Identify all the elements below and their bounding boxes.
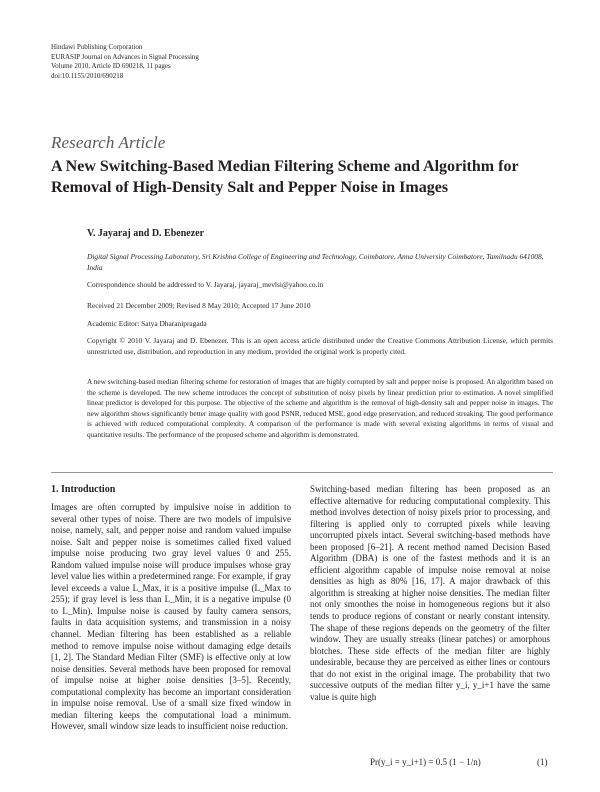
academic-editor: Academic Editor: Satya Dharanipragada xyxy=(87,319,207,328)
copyright: Copyright © 2010 V. Jayaraj and D. Ebenezer. This is an open access article distributed under the Creative Commons Attribution License, which permits unrestricted use, distribution, and reproduction in any medium, provided the original work is properly cited. xyxy=(87,336,553,356)
correspondence: Correspondence should be addressed to V. Jayaraj, jayaraj_mevlsi@yahoo.co.in xyxy=(87,280,324,289)
dates: Received 21 December 2009; Revised 8 May 2010; Accepted 17 June 2010 xyxy=(87,301,311,310)
intro-paragraph-left: Images are often corrupted by impulsive noise in addition to several other types of noise. There are two models of impulsive noise, namely, salt, and pepper noise and random valued impulse noise. Salt and pepper noise is sometimes called fixed valued impulse noise producing two gray level values 0 and 255. Random valued impulse noise will produce impulses whose gray level value lies within a predetermined range. For example, if gray level exceeds a value L_Max, it is a positive impulse (L_Max to 255); if gray level is less than L_Min, it is a negative impulse (0 to L_Min). Impulse noise is caused by faulty camera sensors, faults in data acquisition systems, and transmission in a noisy channel. Median filtering has been established as a reliable method to remove impulse noise without damaging edge details [1, 2]. The Standard Median Filter (SMF) is effective only at low noise densities. Several methods have been proposed for removal of impulse noise at higher noise densities [3–5]. Recently, computational complexity has become an important consideration in impulse noise removal. Use of a small size fixed window in median filtering keeps the computational load a minimum. However, small window size leads to insufficient noise reduction. xyxy=(51,502,291,732)
column-right xyxy=(310,484,550,703)
article-title: A New Switching-Based Median Filtering Scheme and Algorithm for Removal of High-Density Salt and Pepper Noise in Images xyxy=(51,158,519,196)
section-heading: 1. Introduction xyxy=(51,484,116,495)
journal-header xyxy=(51,43,199,81)
column-left xyxy=(51,484,291,733)
volume-info: Volume 2010, Article ID 690218, 11 pages xyxy=(51,62,171,70)
authors: V. Jayaraj and D. Ebenezer xyxy=(87,228,205,239)
doi[interactable]: doi:10.1155/2010/690218 xyxy=(51,71,124,80)
equation: Pr(y_i = y_i+1) = 0.5 (1 − 1/n) xyxy=(370,757,481,767)
publisher: Hindawi Publishing Corporation xyxy=(51,43,143,51)
abstract: A new switching-based median filtering scheme for restoration of images that are highly corrupted by salt and pepper noise is proposed. An algorithm based on the scheme is developed. The new scheme introduces the concept of substitution of noisy pixels by linear prediction prior to estimation. A novel simplified linear predictor is developed for this purpose. The objective of the scheme and algorithm is the removal of high-density salt and pepper noise in images. The new algorithm shows significantly better image quality with good PSNR, reduced MSE, good edge preservation, and reduced streaking. The good performance is achieved with reduced computational complexity. A comparison of the performance is made with several existing algorithms in terms of visual and quantitative results. The performance of the proposed scheme and algorithm is demonstrated. xyxy=(87,377,553,439)
article-kind: Research Article xyxy=(51,133,166,152)
journal-name: EURASIP Journal on Advances in Signal Processing xyxy=(51,52,199,61)
affiliation: Digital Signal Processing Laboratory, Sri Krishna College of Engineering and Technology, Coimbatore, Anna University Coimbatore, Tamilnadu 641008, India xyxy=(87,252,544,272)
intro-paragraph-right: Switching-based median filtering has been proposed as an effective alternative for reducing computational complexity. This method involves detection of noisy pixels prior to processing, and filtering is applied only to corrupted pixels while leaving uncorrupted pixels intact. Several switching-based methods have been proposed [6–21]. A recent method named Decision Based Algorithm (DBA) is one of the fastest methods and it is an efficient algorithm capable of impulse noise removal at noise densities as high as 80% [16, 17]. A major drawback of this algorithm is streaking at higher noise densities. The median filter not only smoothes the noise in homogeneous regions but it also tends to produce regions of constant or nearly constant intensity. The shape of these regions depends on the geometry of the filter window. They are usually streaks (linear patches) or amorphous blotches. These side effects of the median filter are highly undesirable, because they are perceived as either lines or contours that do not exist in the original image. The probability that two successive outputs of the median filter y_i, y_i+1 have the same value is quite high xyxy=(310,484,550,702)
equation-number: (1) xyxy=(537,757,548,767)
divider xyxy=(51,472,553,473)
